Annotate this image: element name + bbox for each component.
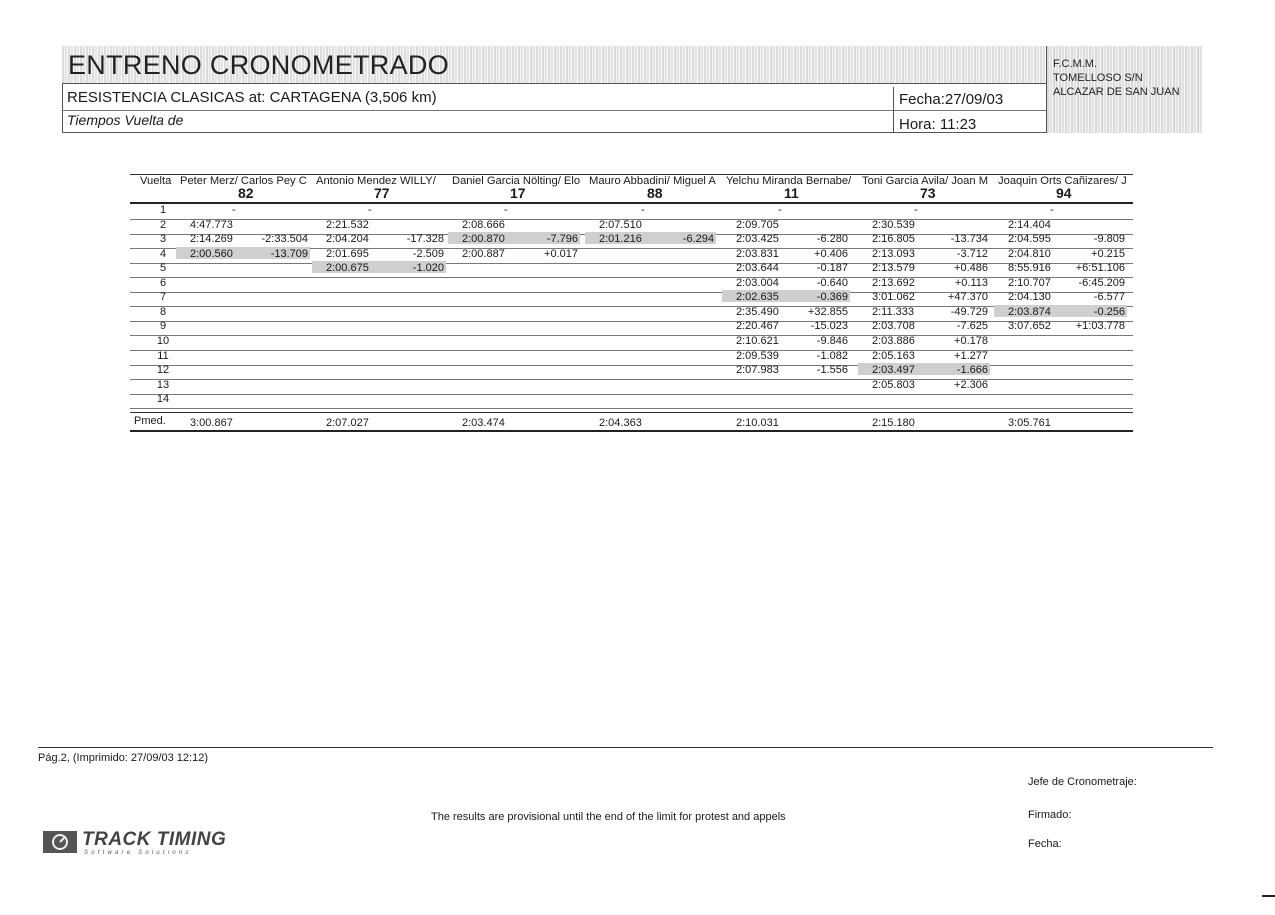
- no-time-dash: -: [1050, 204, 1054, 216]
- lap-diff: -2.509: [412, 247, 444, 260]
- lap-number: 10: [156, 334, 170, 347]
- lap-diff: +0.486: [954, 262, 988, 275]
- team-dorsal: 88: [647, 185, 663, 201]
- lap-time: 2:03.708: [872, 320, 915, 333]
- pmed-value: 3:00.867: [190, 417, 233, 429]
- lap-time: 3:07.652: [1008, 320, 1051, 333]
- row-rule: [130, 408, 1133, 409]
- lap-diff: -1.082: [816, 349, 848, 362]
- lap-time: 2:13.579: [872, 262, 915, 275]
- organizer-line-2: TOMELLOSO S/N: [1053, 72, 1143, 84]
- lap-number: 11: [157, 349, 169, 362]
- lap-diff: -13.709: [270, 247, 308, 260]
- lap-diff: +0.113: [954, 276, 988, 289]
- lap-diff: -2:33.504: [261, 233, 308, 246]
- page-title: ENTRENO CRONOMETRADO: [68, 50, 450, 80]
- lap-number: 12: [156, 364, 170, 377]
- date-label: Fecha:27/09/03: [899, 91, 1004, 108]
- lap-diff: -15.023: [810, 320, 848, 333]
- page-edge-mark: [1262, 895, 1275, 897]
- pmed-value: 2:03.474: [462, 417, 505, 429]
- lap-time: 2:14.269: [190, 233, 233, 246]
- lap-time: 2:14.404: [1008, 218, 1051, 231]
- team-dorsal: 17: [510, 185, 526, 201]
- lap-diff: +0.178: [954, 334, 988, 347]
- chief-timekeeper-label: Jefe de Cronometraje:: [1028, 776, 1137, 788]
- lap-time: 2:30.539: [872, 218, 915, 231]
- lap-time: 2:03.497: [872, 364, 915, 377]
- lap-number: 13: [156, 378, 170, 391]
- header-vertical-divider: [893, 87, 894, 132]
- team-dorsal: 73: [920, 185, 936, 201]
- lap-diff: +1:03.778: [1075, 320, 1125, 333]
- lap-diff: -1.666: [956, 364, 988, 377]
- lap-time: 2:13.093: [872, 247, 915, 260]
- pmed-value: 2:04.363: [599, 417, 642, 429]
- lap-time: 2:08.666: [462, 218, 505, 231]
- footer-rule: [38, 747, 1213, 748]
- lap-time: 2:05.163: [872, 349, 915, 362]
- team-names: Peter Merz/ Carlos Pey C: [180, 175, 307, 187]
- lap-diff: -7.625: [956, 320, 988, 333]
- team-names: Daniel Garcia Nölting/ Elo: [452, 175, 581, 187]
- lap-number: 6: [159, 276, 167, 289]
- lap-number: 2: [159, 218, 167, 231]
- lap-time: 2:09.705: [736, 218, 779, 231]
- lap-number: 5: [159, 262, 167, 275]
- lap-diff: -9.846: [816, 334, 848, 347]
- lap-diff: +6:51.106: [1075, 262, 1125, 275]
- lap-diff: +2.306: [954, 378, 988, 391]
- table-bottom-rule: [130, 430, 1133, 432]
- pmed-value: 3:05.761: [1008, 417, 1051, 429]
- lap-time: 2:07.510: [599, 218, 642, 231]
- no-time-dash: -: [778, 204, 782, 216]
- team-names: Mauro Abbadini/ Miguel A: [589, 175, 716, 187]
- lap-time: 2:03.644: [736, 262, 779, 275]
- lap-time: 2:10.621: [736, 334, 779, 347]
- lap-diff: +0.406: [814, 247, 848, 260]
- lap-diff: -13.734: [950, 233, 988, 246]
- pmed-label: Pmed.: [134, 415, 166, 427]
- lap-time: 2:05.803: [872, 378, 915, 391]
- lap-diff: +1.277: [954, 349, 988, 362]
- lap-time: 2:00.870: [462, 233, 505, 246]
- lap-time: 2:35.490: [736, 305, 779, 318]
- lap-time: 2:01.695: [326, 247, 369, 260]
- lap-time: 2:04.204: [326, 233, 369, 246]
- lap-time: 2:03.886: [872, 334, 915, 347]
- pmed-value: 2:15.180: [872, 417, 915, 429]
- lap-time: 2:10.707: [1008, 276, 1051, 289]
- lap-diff: +0.017: [544, 247, 578, 260]
- lap-times-table: [130, 170, 1133, 432]
- lap-diff: -49.729: [950, 305, 988, 318]
- lap-number: 7: [159, 291, 167, 304]
- team-dorsal: 82: [238, 185, 254, 201]
- row-rule: [130, 394, 1133, 395]
- track-timing-logo-subtitle: Software Solutions: [84, 850, 192, 856]
- no-time-dash: -: [914, 204, 918, 216]
- lap-number: 3: [159, 233, 167, 246]
- track-timing-logo-text: TRACK TIMING: [82, 829, 227, 850]
- lap-diff: -6.294: [682, 233, 714, 246]
- lap-diff: -6.577: [1093, 291, 1125, 304]
- lap-time: 2:20.467: [736, 320, 779, 333]
- lap-diff: -0.256: [1093, 305, 1125, 318]
- lap-time: 2:03.874: [1008, 305, 1051, 318]
- team-dorsal: 11: [784, 185, 799, 201]
- lap-number: 9: [159, 320, 167, 333]
- lap-time: 2:03.425: [736, 233, 779, 246]
- lap-time: 2:01.216: [599, 233, 642, 246]
- lap-diff: +47.370: [947, 291, 988, 304]
- lap-diff: -0.640: [816, 276, 848, 289]
- signed-label: Firmado:: [1028, 809, 1072, 821]
- team-names: Yelchu Miranda Bernabe/: [726, 175, 852, 187]
- lap-diff: -1.556: [816, 364, 848, 377]
- lap-diff: -0.187: [816, 262, 848, 275]
- lap-number: 1: [159, 204, 167, 216]
- lap-time: 4:47.773: [190, 218, 233, 231]
- no-time-dash: -: [368, 204, 372, 216]
- provisional-notice: The results are provisional until the end of the limit for protest and appels: [431, 811, 786, 823]
- no-time-dash: -: [232, 204, 236, 216]
- lap-time: 2:03.831: [736, 247, 779, 260]
- team-dorsal: 94: [1056, 185, 1072, 201]
- lap-time: 2:11.333: [872, 305, 915, 318]
- lap-diff: -6.280: [816, 233, 848, 246]
- lap-diff: +0.215: [1091, 247, 1125, 260]
- footer-date-label: Fecha:: [1028, 838, 1062, 850]
- organizer-line-1: F.C.M.M.: [1053, 58, 1097, 70]
- pmed-value: 2:07.027: [326, 417, 369, 429]
- track-timing-logo-icon: [43, 831, 77, 853]
- lap-time: 2:02.635: [736, 291, 779, 304]
- lap-column-header: Vuelta: [140, 175, 172, 187]
- lap-diff: -7.796: [546, 233, 578, 246]
- lap-number: 14: [156, 393, 170, 406]
- pmed-top-rule: [130, 412, 1133, 413]
- lap-diff: -9.809: [1093, 233, 1125, 246]
- lap-time: 2:03.004: [736, 276, 779, 289]
- lap-time: 2:09.539: [736, 349, 779, 362]
- lap-time: 2:00.675: [326, 262, 369, 275]
- section-label: Tiempos Vuelta de: [67, 112, 184, 128]
- lap-time: 2:00.887: [462, 247, 505, 260]
- lap-time: 2:21.532: [326, 218, 369, 231]
- lap-diff: -1.020: [412, 262, 444, 275]
- no-time-dash: -: [641, 204, 645, 216]
- lap-diff: -0.369: [816, 291, 848, 304]
- page-info: Pág.2, (Imprimido: 27/09/03 12:12): [38, 752, 208, 764]
- lap-time: 2:04.595: [1008, 233, 1051, 246]
- lap-time: 2:13.692: [872, 276, 915, 289]
- team-names: Antonio Mendez WILLY/: [316, 175, 436, 187]
- lap-number: 4: [159, 247, 167, 260]
- lap-time: 2:04.810: [1008, 247, 1051, 260]
- team-dorsal: 77: [374, 185, 390, 201]
- lap-time: 8:55.916: [1008, 262, 1051, 275]
- organizer-line-3: ALCAZAR DE SAN JUAN: [1053, 86, 1180, 98]
- pmed-value: 2:10.031: [736, 417, 779, 429]
- lap-diff: +32.855: [807, 305, 848, 318]
- lap-diff: -17.328: [406, 233, 444, 246]
- event-subtitle: RESISTENCIA CLASICAS at: CARTAGENA (3,506 km): [67, 89, 437, 106]
- lap-number: 8: [159, 305, 167, 318]
- lap-time: 2:07.983: [736, 364, 779, 377]
- team-names: Toni Garcia Avila/ Joan M: [862, 175, 989, 187]
- team-names: Joaquin Orts Cañizares/ J: [998, 175, 1127, 187]
- lap-time: 2:04.130: [1008, 291, 1051, 304]
- time-label: Hora: 11:23: [899, 116, 977, 133]
- table-header-rule: [130, 202, 1133, 204]
- header-divider: [62, 110, 1046, 111]
- lap-time: 2:00.560: [190, 247, 233, 260]
- lap-diff: -6:45.209: [1078, 276, 1125, 289]
- no-time-dash: -: [504, 204, 508, 216]
- lap-time: 3:01.062: [872, 291, 915, 304]
- lap-diff: -3.712: [956, 247, 988, 260]
- lap-time: 2:16.805: [872, 233, 915, 246]
